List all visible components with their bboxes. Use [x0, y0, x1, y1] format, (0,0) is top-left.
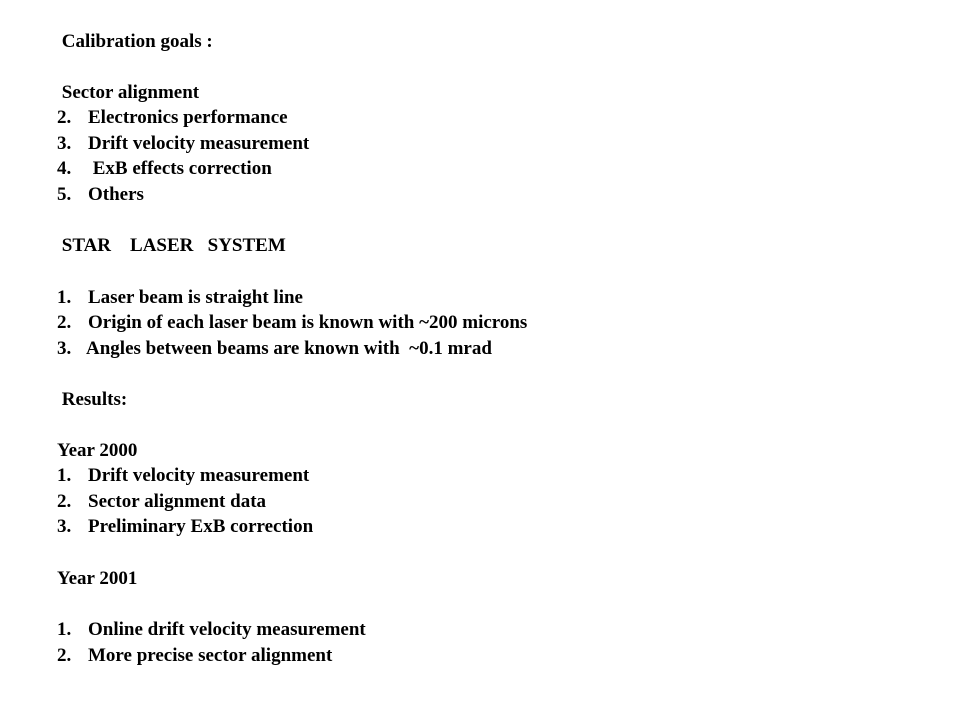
- item-text: Origin of each laser beam is known with ~200 microns: [88, 312, 528, 333]
- item-text: Preliminary ExB correction: [88, 516, 314, 537]
- item-text: Laser beam is straight line: [88, 287, 303, 308]
- item-number: 3.: [57, 516, 72, 537]
- item-number: 1.: [57, 619, 72, 640]
- year-2001-title: Year 2001: [57, 568, 138, 589]
- year-2000-item: [57, 464, 309, 488]
- item-text: Angles between beams are known with ~0.1 mrad: [86, 338, 492, 359]
- item-text: Sector alignment data: [88, 491, 267, 512]
- item-number: 2.: [57, 312, 72, 333]
- item-text: Drift velocity measurement: [88, 465, 310, 486]
- goal-item-sector-alignment: Sector alignment: [57, 82, 200, 103]
- system-item: [57, 286, 303, 310]
- system-item: [57, 337, 492, 361]
- year-2000-title: Year 2000: [57, 440, 138, 461]
- item-text: More precise sector alignment: [88, 645, 333, 666]
- year-2000-item: [57, 515, 313, 539]
- item-text: Online drift velocity measurement: [88, 619, 366, 640]
- item-number: 1.: [57, 287, 72, 308]
- goal-item: [57, 132, 309, 156]
- item-text: Drift velocity measurement: [88, 133, 310, 154]
- item-number: 3.: [57, 338, 72, 359]
- item-text: Electronics performance: [88, 107, 288, 128]
- year-2001-item: [57, 618, 366, 642]
- item-number: 3.: [57, 133, 72, 154]
- item-number: 2.: [57, 491, 72, 512]
- laser-system-title: STAR LASER SYSTEM: [57, 235, 286, 256]
- goal-item: [57, 106, 288, 130]
- goal-item: [57, 183, 144, 207]
- item-number: 5.: [57, 184, 72, 205]
- item-number: 2.: [57, 645, 72, 666]
- item-text: ExB effects correction: [88, 158, 272, 179]
- goal-item: [57, 157, 272, 181]
- item-number: 4.: [57, 158, 72, 179]
- results-title: Results:: [57, 389, 128, 410]
- item-number: 2.: [57, 107, 72, 128]
- system-item: [57, 311, 527, 335]
- year-2001-item: [57, 644, 332, 668]
- item-text: Others: [88, 184, 144, 205]
- year-2000-item: [57, 490, 266, 514]
- calibration-goals-heading: Calibration goals :: [57, 31, 213, 52]
- item-number: 1.: [57, 465, 72, 486]
